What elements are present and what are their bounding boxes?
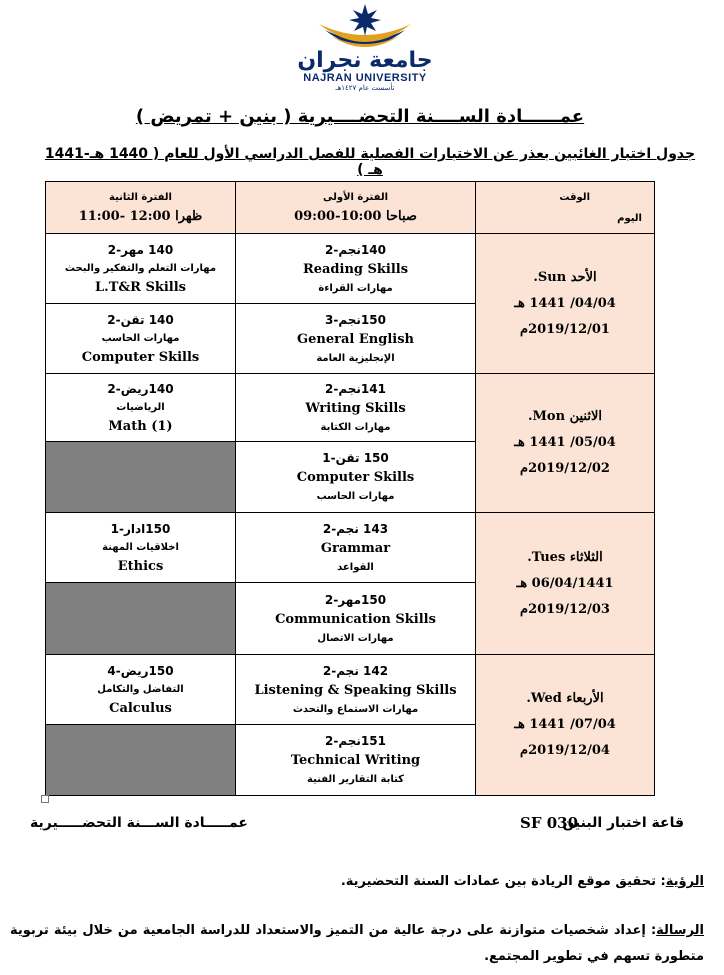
logo-established: تأسست عام ١٤٢٧هـ	[335, 84, 395, 92]
empty-cell	[46, 442, 236, 513]
day-name-ar: الثلاثاء	[569, 549, 603, 565]
course-code: 150ادار-1	[110, 521, 171, 536]
period2-time: 11:00- 12:00 ظهرا	[78, 208, 203, 224]
course-code: 150ريض-4	[107, 663, 174, 678]
course-cell	[236, 513, 476, 583]
course-cell	[46, 234, 236, 304]
room-label: قاعة اختبار البنين	[562, 815, 684, 831]
gregorian-date: 2019/12/02م	[520, 461, 610, 476]
course-cell	[236, 583, 476, 655]
course-cell	[236, 304, 476, 374]
day-label: اليوم	[617, 212, 642, 224]
page-subtitle: جدول اختبار الغائبين بعذر عن الاختبارات الفصلية للفصل الدراسي الأول للعام ( 1440 هـ-1441 هـ )	[44, 146, 696, 178]
course-name-en: Grammar	[320, 540, 391, 556]
day-cell	[476, 234, 655, 374]
day-name-en: Sun.	[533, 269, 567, 285]
table-row	[46, 234, 655, 304]
day-name	[480, 265, 650, 291]
course-name-en: Computer Skills	[81, 349, 200, 365]
course-cell	[236, 374, 476, 442]
university-logo	[280, 0, 450, 90]
course-code: 150نجم-3	[325, 312, 386, 327]
course-name-ar: كتابة التقارير الفنية	[307, 774, 404, 785]
gregorian-date: 2019/12/03م	[520, 601, 610, 617]
course-code: 140 مهر-2	[107, 242, 174, 257]
deanship-signature: عمـــــادة الســـنة التحضـــــيرية	[30, 815, 248, 831]
mission-statement	[10, 918, 704, 970]
day-cell	[476, 513, 655, 655]
course-name-en: General English	[297, 331, 414, 347]
course-name-en: Calculus	[109, 700, 172, 716]
day-cell	[476, 374, 655, 513]
time-label: الوقت	[559, 191, 590, 203]
course-cell	[46, 655, 236, 725]
course-cell	[46, 304, 236, 374]
course-name-ar: مهارات الكتابة	[320, 421, 391, 433]
gregorian-date: 2019/12/04م	[520, 743, 610, 758]
vision-text: : تحقيق موقع الريادة بين عمادات السنة التحضيرية.	[340, 874, 666, 889]
empty-cell	[46, 583, 236, 655]
hijri-date: 04/04/ 1441 هـ	[514, 295, 616, 311]
course-code: 150 تقن-1	[322, 451, 389, 465]
day-name-en: Mon.	[528, 409, 566, 424]
course-name-ar: الإنجليزية العامة	[316, 352, 395, 364]
mission-text: : إعداد شخصيات متوازنة على درجة عالية من التميز والاستعداد للدراسة الجامعية من خلال بيئة تربوية متطورة تسهم في تطوير المجتمع.	[10, 923, 704, 964]
gregorian-date: 2019/12/01م	[520, 321, 610, 337]
logo-english-name: NAJRAN UNIVERSITY	[303, 72, 427, 84]
hijri-date: 07/04/ 1441 هـ	[514, 717, 616, 732]
table-row	[46, 374, 655, 442]
empty-cell	[46, 725, 236, 796]
table-header-row	[46, 182, 655, 234]
course-name-ar: مهارات الحاسب	[101, 332, 180, 344]
day-name-en: Tues.	[527, 549, 566, 565]
course-code: 143 نجم-2	[322, 521, 389, 536]
course-name-ar: اخلاقيات المهنة	[102, 541, 179, 553]
header-time-day	[476, 182, 655, 234]
course-name-en: Communication Skills	[275, 611, 436, 627]
course-name-ar: مهارات التعلم والتفكير والبحث	[64, 262, 217, 274]
course-name-en: Computer Skills	[296, 470, 415, 485]
vision-label: الرؤية	[665, 874, 704, 889]
period1-time: 09:00-10:00 صباحا	[294, 208, 417, 224]
header-period1	[236, 182, 476, 234]
course-name-ar: الرياضيات	[116, 401, 165, 413]
table-row	[46, 655, 655, 725]
course-cell	[236, 234, 476, 304]
course-code: 151نجم-2	[325, 734, 386, 748]
logo-arabic-name: جامعة نجران	[297, 48, 433, 73]
course-code: 150مهر-2	[324, 592, 387, 607]
page-title: عمــــــادة الســــنة التحضــــيرية ( بنين + تمريض )	[135, 106, 585, 127]
exam-schedule-table	[45, 181, 655, 796]
course-name-en: Technical Writing	[290, 753, 421, 768]
course-name-en: Listening & Speaking Skills	[254, 682, 457, 698]
vision-statement	[341, 874, 704, 889]
course-code: 141نجم-2	[325, 381, 386, 396]
day-cell	[476, 655, 655, 796]
day-name	[480, 404, 650, 430]
day-name-en: Wed.	[526, 691, 562, 706]
course-name-ar: مهارات القراءة	[318, 282, 393, 294]
course-cell	[236, 655, 476, 725]
course-cell	[236, 725, 476, 796]
course-name-en: Writing Skills	[305, 400, 406, 416]
course-name-ar: مهارات الاتصال	[317, 632, 394, 644]
room-code: SF 030	[520, 814, 579, 832]
table-row	[46, 513, 655, 583]
day-name-ar: الأحد	[570, 269, 597, 285]
course-code: 140ريض-2	[107, 381, 174, 396]
course-name-ar: مهارات الحاسب	[316, 491, 395, 502]
day-name	[480, 545, 650, 571]
course-name-ar: التفاضل والتكامل	[97, 683, 184, 695]
hijri-date: 05/04/ 1441 هـ	[514, 435, 616, 450]
course-cell	[46, 374, 236, 442]
course-code: 142 نجم-2	[322, 663, 389, 678]
day-name-ar: الاثنين	[569, 409, 602, 424]
day-name-ar: الأربعاء	[566, 691, 604, 706]
table-anchor-marker	[41, 795, 49, 803]
star-emblem-icon	[305, 0, 425, 52]
period2-label: الفترة الثانية	[109, 191, 172, 203]
course-cell	[236, 442, 476, 513]
course-name-en: Ethics	[117, 558, 164, 574]
course-cell	[46, 513, 236, 583]
course-name-en: Math (1)	[108, 418, 173, 434]
day-name	[480, 686, 650, 712]
mission-label: الرسالة	[656, 923, 704, 938]
course-name-ar: القواعد	[337, 561, 374, 573]
hijri-date: 06/04/1441 هـ	[516, 575, 614, 591]
course-code: 140نجم-2	[325, 242, 386, 257]
period1-label: الفترة الأولى	[322, 191, 389, 203]
course-name-en: Reading Skills	[302, 261, 409, 277]
course-code: 140 تقن-2	[107, 312, 174, 327]
course-name-ar: مهارات الاستماع والتحدث	[292, 703, 419, 715]
header-period2	[46, 182, 236, 234]
course-name-en: L.T&R Skills	[95, 279, 186, 295]
